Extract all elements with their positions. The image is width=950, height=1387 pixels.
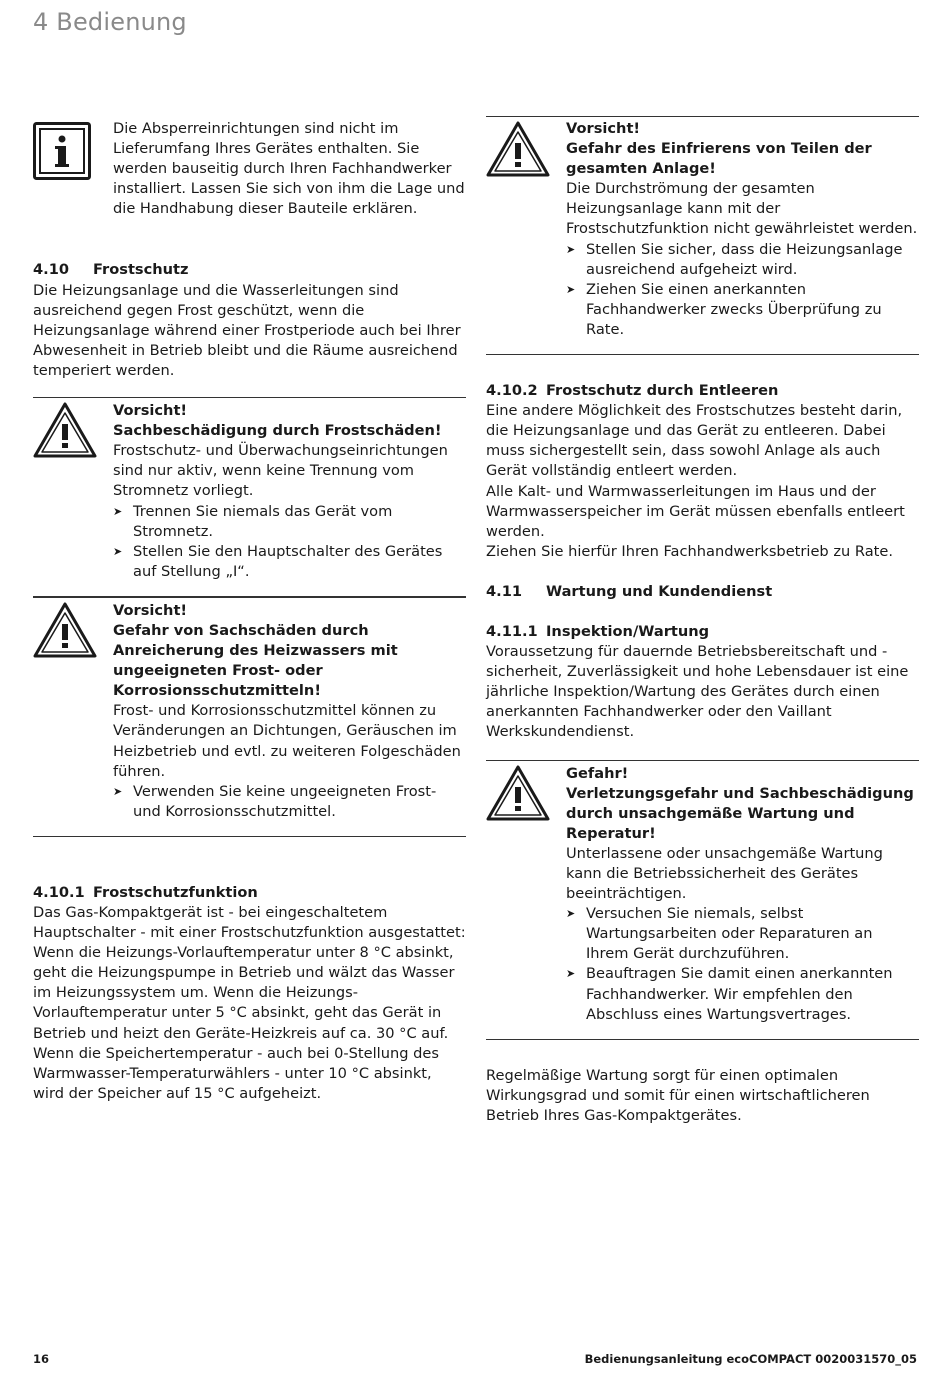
section-number: 4.11.1 — [486, 622, 538, 640]
danger-box-maintenance — [486, 760, 919, 1040]
section-number: 4.10.1 — [33, 883, 85, 901]
list-item: ➤ Stellen Sie sicher, dass die Heizungsanlage ausreichend aufgeheizt wird. — [566, 240, 919, 280]
list-item: ➤ Beauftragen Sie damit einen anerkannten Fachhandwerker. Wir empfehlen den Abschluss eines Wartungsvertrages. — [566, 964, 919, 1024]
section-title: Wartung und Kundendienst — [546, 582, 773, 600]
section-number: 4.11 — [486, 582, 523, 600]
section-4-10-1-heading — [33, 883, 466, 903]
caution-text: Die Durchströmung der gesamten Heizungsanlage kann mit der Frostschutzfunktion nicht gewährleistet werden. — [566, 180, 918, 238]
caution-title: Gefahr von Sachschäden durch Anreicherung des Heizwassers mit ungeeigneten Frost- oder Korrosionsschutzmitteln! — [113, 621, 398, 700]
danger-signal-word: Gefahr! — [566, 764, 629, 782]
section-4-10-2-text3: Ziehen Sie hierfür Ihren Fachhandwerksbetrieb zu Rate. — [486, 542, 893, 560]
caution-steps — [566, 240, 919, 340]
section-title: Frostschutzfunktion — [93, 883, 258, 901]
section-4-11-1-heading — [486, 622, 919, 642]
warning-triangle-icon — [486, 121, 550, 177]
danger-triangle-icon — [486, 765, 550, 821]
right-column — [486, 116, 919, 1126]
caution-box-freezing — [486, 116, 919, 355]
info-text: Die Absperreinrichtungen sind nicht im Lieferumfang Ihres Gerätes enthalten. Sie werden bauseitig durch Ihren Fachhandwerker installiert. Lassen Sie sich von ihm die Lage und die Handhabung dieser Bauteile erklären. — [113, 120, 465, 218]
section-title: Inspektion/Wartung — [546, 622, 710, 640]
section-4-10-text: Die Heizungsanlage und die Wasserleitungen sind ausreichend gegen Frost geschützt, wenn die Heizungsanlage während einer Frostperiode auch bei Ihrer Abwesenheit in Betrieb bleibt und die Räume ausreichend temperiert werden. — [33, 281, 461, 379]
section-number: 4.10 — [33, 261, 70, 279]
document-title: Bedienungsanleitung ecoCOMPACT 0020031570_05 — [584, 1352, 917, 1366]
page-number: 16 — [33, 1352, 50, 1366]
section-4-10-1-text: Das Gas-Kompaktgerät ist - bei eingeschaltetem Hauptschalter - mit einer Frostschutzfunktion ausgestattet: Wenn die Heizungs-Vorlauftemperatur unter 8 °C absinkt, geht die Heizungspumpe in Betrieb und wälzt das Wasser im Heizungssystem um. Wenn die Heizungs-Vorlauftemperatur unter 5 °C absinkt, geht das Gerät in Betrieb und heizt den Geräte-Heizkreis auf ca. 30 °C auf. Wenn die Speichertemperatur - auch bei 0-Stellung des Warmwasser-Temperaturwählers - unter 10 °C absinkt, wird der Speicher auf 15 °C aufgeheizt. — [33, 904, 466, 1102]
info-icon — [33, 122, 91, 180]
caution-box-frost-damage — [33, 397, 466, 597]
caution-text: Frost- und Korrosionsschutzmittel können zu Veränderungen an Dichtungen, Geräuschen im Heizbetrieb und evtl. zu weiteren Folgeschäden führen. — [113, 702, 461, 780]
danger-text: Unterlassene oder unsachgemäße Wartung kann die Betriebssicherheit des Gerätes beeinträchtigen. — [566, 844, 883, 903]
left-column — [33, 118, 466, 1104]
danger-steps — [566, 904, 919, 1025]
danger-title: Verletzungsgefahr und Sachbeschädigung durch unsachgemäße Wartung und Reperatur! — [566, 784, 914, 842]
closing-text: Regelmäßige Wartung sorgt für einen optimalen Wirkungsgrad und somit für einen wirtschaftlicheren Betrieb Ihres Gas-Kompaktgerätes. — [486, 1066, 870, 1124]
list-item: ➤ Stellen Sie den Hauptschalter des Gerätes auf Stellung „I“. — [113, 542, 466, 582]
warning-triangle-icon — [33, 402, 97, 458]
caution-box-antifreeze — [33, 597, 466, 837]
warning-triangle-icon — [33, 602, 97, 658]
list-item: ➤ Ziehen Sie einen anerkannten Fachhandwerker zwecks Überprüfung zu Rate. — [566, 280, 919, 340]
caution-signal-word: Vorsicht! — [113, 601, 188, 619]
caution-title: Gefahr des Einfrierens von Teilen der gesamten Anlage! — [566, 140, 872, 178]
section-4-10-2-text2: Alle Kalt- und Warmwasserleitungen im Haus und der Warmwasserspeicher im Gerät müssen ebenfalls entleert werden. — [486, 482, 905, 540]
caution-steps — [113, 502, 466, 582]
caution-signal-word: Vorsicht! — [113, 402, 188, 420]
section-4-11-heading — [486, 582, 919, 602]
caution-text: Frostschutz- und Überwachungseinrichtungen sind nur aktiv, wenn keine Trennung vom Stromnetz vorliegt. — [113, 442, 448, 500]
section-title: Frostschutz — [93, 261, 189, 279]
section-4-10-heading — [33, 260, 466, 280]
info-note — [33, 118, 466, 219]
section-4-10-2-text1: Eine andere Möglichkeit des Frostschutzes besteht darin, die Heizungsanlage und das Gerät zu entleeren. Dabei muss sichergestellt sein, dass sowohl Anlage als auch Gerät vollständig entleert werden. — [486, 402, 903, 480]
caution-signal-word: Vorsicht! — [566, 120, 641, 137]
section-4-10-2-heading — [486, 381, 919, 401]
list-item: ➤ Verwenden Sie keine ungeeigneten Frost- und Korrosionsschutzmittel. — [113, 782, 466, 822]
section-title: Frostschutz durch Entleeren — [546, 382, 779, 400]
list-item: ➤ Versuchen Sie niemals, selbst Wartungsarbeiten oder Reparaturen an Ihrem Gerät durchzuführen. — [566, 904, 919, 964]
caution-title: Sachbeschädigung durch Frostschäden! — [113, 422, 442, 440]
section-number: 4.10.2 — [486, 382, 538, 400]
section-4-11-1-text: Voraussetzung für dauernde Betriebsbereitschaft und -sicherheit, Zuverlässigkeit und hohe Lebensdauer ist eine jährliche Inspektion/Wartung des Gerätes durch einen anerkannten Fachhandwerker oder den Vaillant Werkskundendienst. — [486, 643, 909, 741]
page-header-title: 4 Bedienung — [33, 8, 187, 36]
caution-steps — [113, 782, 466, 822]
list-item: ➤ Trennen Sie niemals das Gerät vom Stromnetz. — [113, 502, 466, 542]
